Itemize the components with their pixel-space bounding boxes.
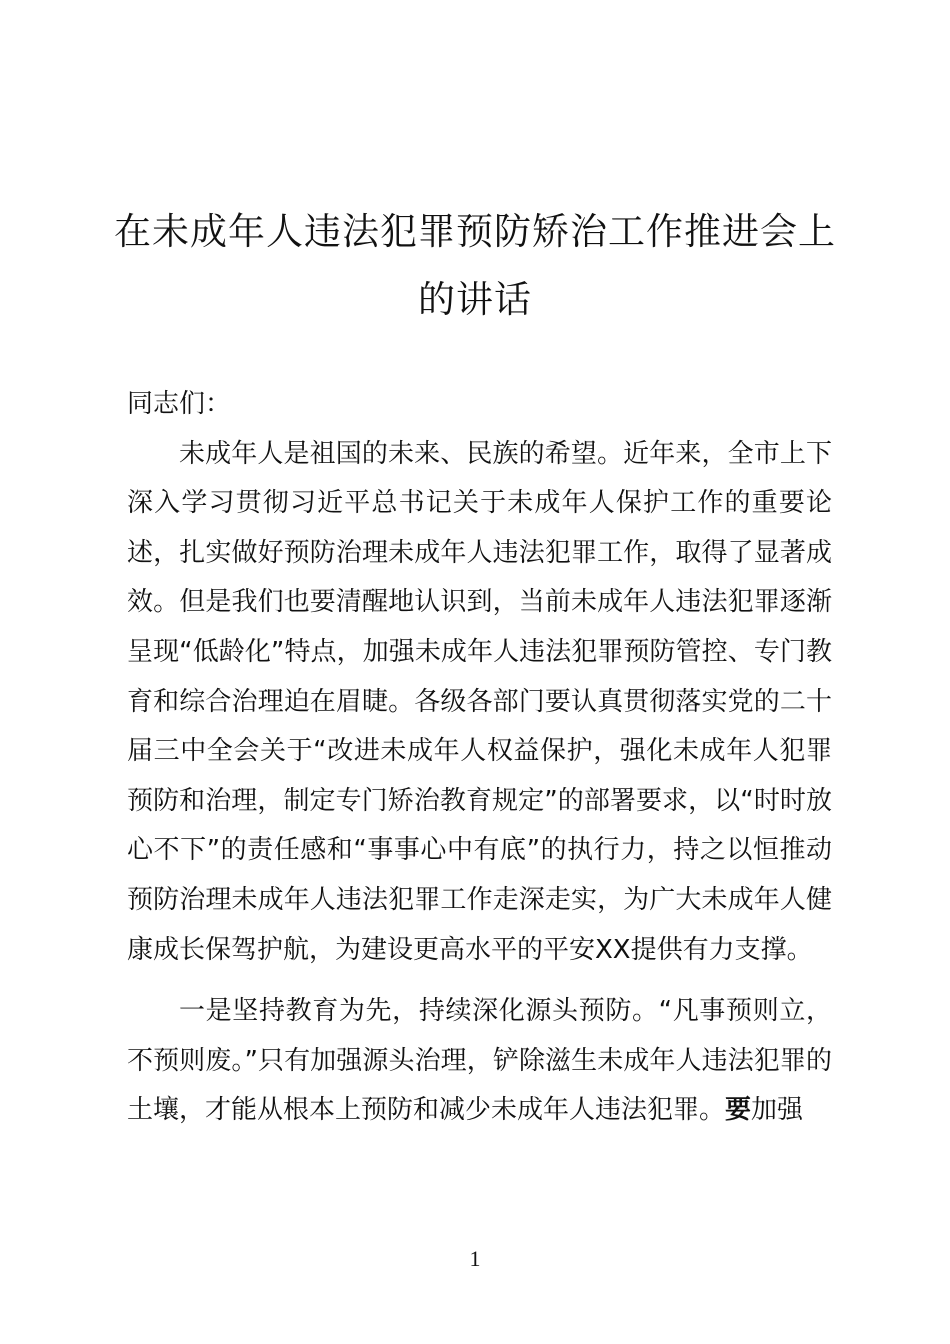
- page-number: 1: [469, 1246, 481, 1271]
- paragraph-2-body: “凡事预则立，不预则废。”只有加强源头治理，铲除滋生未成年人违法犯罪的土壤，才能从根本上预防和减少未成年人违法犯罪。: [127, 996, 832, 1126]
- document-title: 在未成年人违法犯罪预防矫治工作推进会上的讲话: [114, 210, 836, 321]
- paragraph-2: [127, 987, 832, 1136]
- paragraph-2-tail: 加强: [751, 1095, 804, 1126]
- paragraph-2-heading: 一是坚持教育为先，持续深化源头预防。: [179, 996, 659, 1027]
- document-body: [127, 380, 832, 1136]
- paragraph-1: 未成年人是祖国的未来、民族的希望。近年来，全市上下深入学习贯彻习近平总书记关于未成年人保护工作的重要论述，扎实做好预防治理未成年人违法犯罪工作，取得了显著成效。但是我们也要清醒地认识到，当前未成年人违法犯罪逐渐呈现“低龄化”特点，加强未成年人违法犯罪预防管控、专门教育和综合治理迫在眉睫。各级各部门要认真贯彻落实党的二十届三中全会关于“改进未成年人权益保护，强化未成年人犯罪预防和治理，制定专门矫治教育规定”的部署要求，以“时时放心不下”的责任感和“事事心中有底”的执行力，持之以恒推动预防治理未成年人违法犯罪工作走深走实，为广大未成年人健康成长保驾护航，为建设更高水平的平安XX提供有力支撑。: [127, 438, 832, 965]
- paragraph-2-emphasis: 要: [725, 1095, 752, 1126]
- salutation: 同志们：: [127, 389, 232, 419]
